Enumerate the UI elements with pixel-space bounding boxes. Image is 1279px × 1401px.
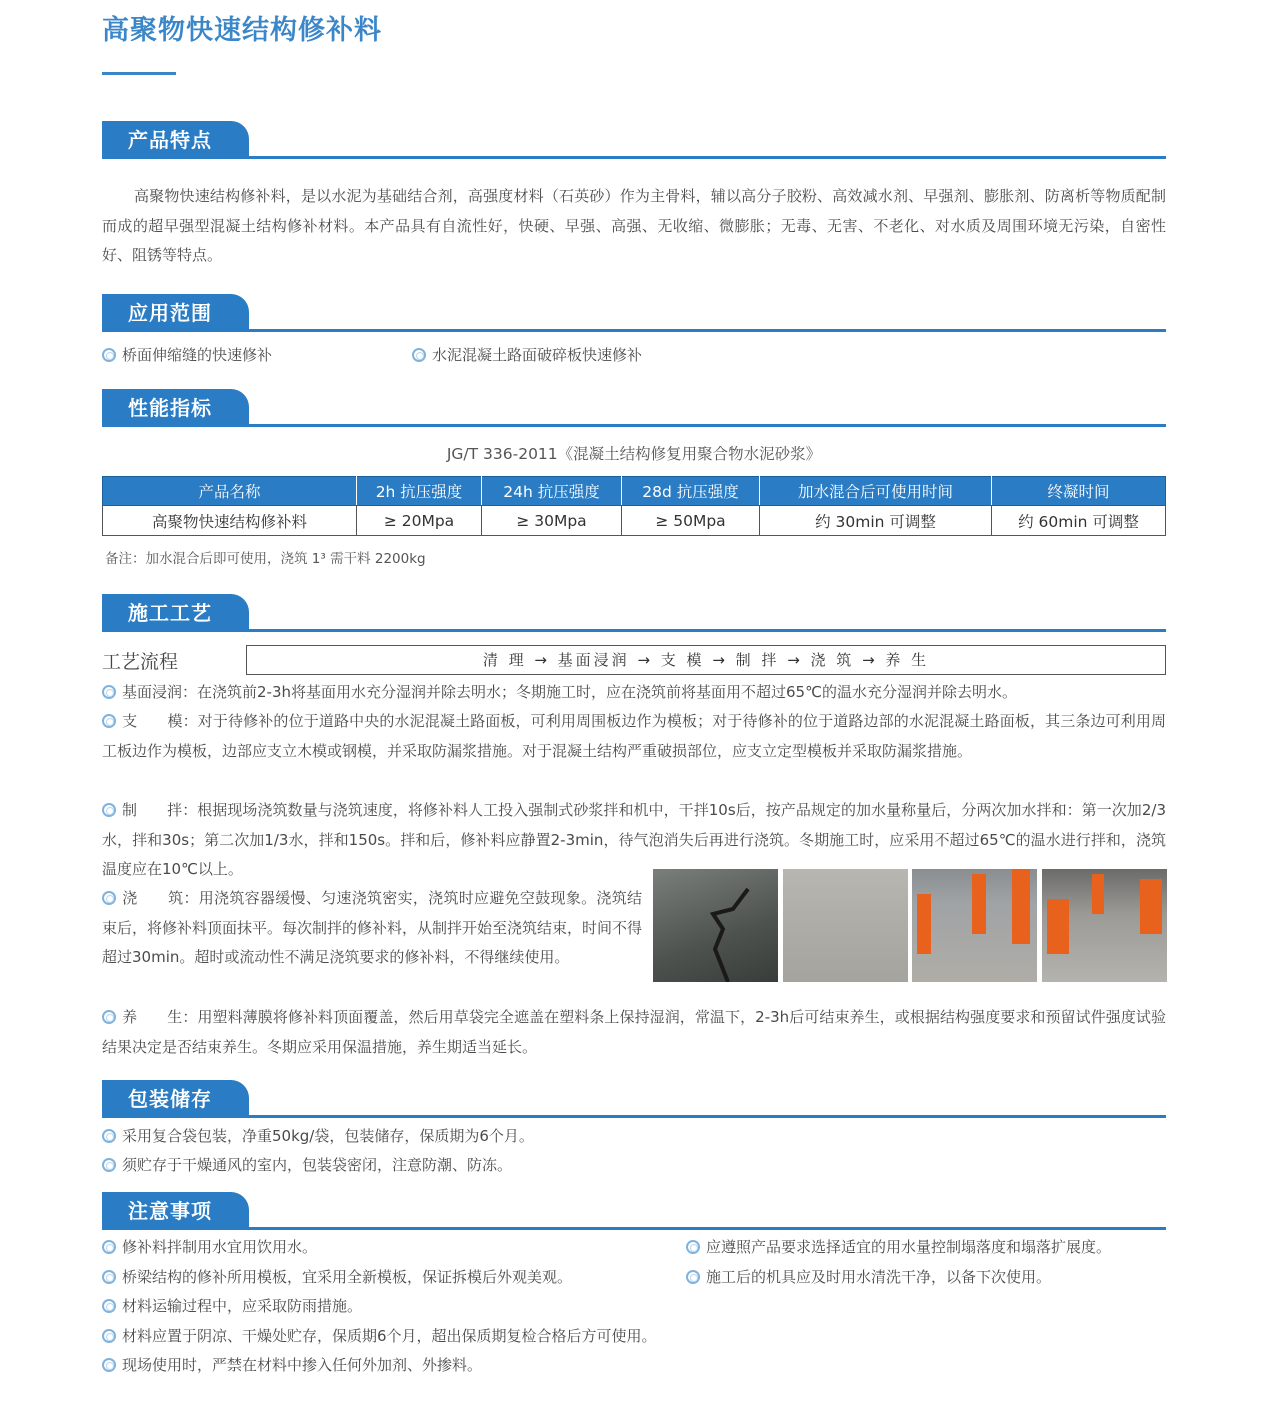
section-performance — [102, 389, 1166, 427]
table-row: 高聚物快速结构修补料 ≥ 20Mpa ≥ 30Mpa ≥ 50Mpa 约 30min 可调整 约 60min 可调整 — [103, 506, 1166, 536]
section-heading: 注意事项 — [102, 1192, 249, 1228]
section-heading: 产品特点 — [102, 121, 249, 157]
bullet-icon — [102, 714, 116, 728]
bullet-icon — [102, 803, 116, 817]
performance-table — [102, 476, 1166, 536]
section-heading: 性能指标 — [102, 389, 249, 425]
table-note: 备注：加水混合后即可使用，浇筑 1³ 需干料 2200kg — [105, 551, 426, 567]
section-construction — [102, 594, 1166, 632]
note-item: 施工后的机具应及时用水清洗干净，以备下次使用。 — [686, 1263, 1051, 1293]
standard-title: JG/T 336-2011《混凝土结构修复用聚合物水泥砂浆》 — [446, 445, 822, 463]
section-heading: 应用范围 — [102, 294, 249, 330]
photo-repaired-surface — [783, 869, 908, 982]
bullet-icon — [102, 1240, 116, 1254]
step-item: 基面浸润：在浇筑前2-3h将基面用水充分湿润并除去明水；冬期施工时，应在浇筑前将基面用不超过65℃的温水充分湿润并除去明水。 — [102, 678, 1166, 708]
note-item: 材料应置于阴凉、干燥处贮存，保质期6个月，超出保质期复检合格后方可使用。 — [102, 1322, 657, 1352]
bullet-icon — [102, 1329, 116, 1343]
section-features — [102, 121, 1166, 159]
title-underline — [102, 72, 176, 75]
bullet-icon — [102, 1270, 116, 1284]
note-item: 桥梁结构的修补所用模板，宜采用全新模板，保证拆模后外观美观。 — [102, 1263, 572, 1293]
bullet-icon — [102, 891, 116, 905]
features-text: 高聚物快速结构修补料，是以水泥为基础结合剂，高强度材料（石英砂）作为主骨料，辅以高分子胶粉、高效减水剂、早强剂、膨胀剂、防离析等物质配制而成的超早强型混凝土结构修补材料。本产品具有自流性好，快硬、早强、高强、无收缩、微膨胀；无毒、无害、不老化、对水质及周围环境无污染，自密性好、阻锈等特点。 — [102, 187, 1166, 264]
table-header: 产品名称 2h 抗压强度 24h 抗压强度 28d 抗压强度 加水混合后可使用时间 终凝时间 — [103, 477, 1166, 506]
scope-item: 桥面伸缩缝的快速修补 — [102, 341, 272, 371]
section-scope — [102, 294, 1166, 332]
section-heading: 施工工艺 — [102, 594, 249, 630]
scope-item: 水泥混凝土路面破碎板快速修补 — [412, 341, 642, 371]
note-item: 修补料拌制用水宜用饮用水。 — [102, 1233, 317, 1263]
page-title: 高聚物快速结构修补料 — [102, 15, 382, 46]
flow-label: 工艺流程 — [102, 651, 179, 673]
bullet-icon — [102, 348, 116, 362]
storage-item: 采用复合袋包装，净重50kg/袋，包装储存，保质期为6个月。 — [102, 1122, 534, 1152]
process-flow: 清 理 → 基面浸润 → 支 模 → 制 拌 → 浇 筑 → 养 生 — [246, 645, 1166, 675]
section-heading: 包装储存 — [102, 1080, 249, 1116]
bullet-icon — [102, 1299, 116, 1313]
photo-cracked-road — [653, 869, 778, 982]
section-storage — [102, 1080, 1166, 1118]
step-item: 养 生：用塑料薄膜将修补料顶面覆盖，然后用草袋完全遮盖在塑料条上保持湿润，常温下，2-3h后可结束养生，或根据结构强度要求和预留试件强度试验结果决定是否结束养生。冬期应采用保温措施，养生期适当延长。 — [102, 1008, 1166, 1056]
bullet-icon — [412, 348, 426, 362]
section-notes — [102, 1192, 1166, 1230]
bullet-icon — [686, 1240, 700, 1254]
step-item: 浇 筑：用浇筑容器缓慢、匀速浇筑密实，浇筑时应避免空鼓现象。浇筑结束后，将修补料顶面抹平。每次制拌的修补料，从制拌开始至浇筑结束，时间不得超过30min。超时或流动性不满足浇筑要求的修补料，不得继续使用。 — [102, 889, 643, 966]
note-item: 现场使用时，严禁在材料中掺入任何外加剂、外掺料。 — [102, 1351, 482, 1381]
bullet-icon — [686, 1270, 700, 1284]
bullet-icon — [102, 685, 116, 699]
photo-workers-2 — [1042, 869, 1167, 982]
step-item: 制 拌：根据现场浇筑数量与浇筑速度，将修补料人工投入强制式砂浆拌和机中，干拌10s后，按产品规定的加水量称量后，分两次加水拌和：第一次加2/3水，拌和30s；第二次加1/3水，拌和150s。拌和后，修补料应静置2-3min，待气泡消失后再进行浇筑。冬期施工时，应采用不超过65℃的温水进行拌和，浇筑温度应在10℃以上。 — [102, 801, 1166, 878]
bullet-icon — [102, 1158, 116, 1172]
crack-icon — [653, 869, 778, 982]
note-item: 应遵照产品要求选择适宜的用水量控制塌落度和塌落扩展度。 — [686, 1233, 1111, 1263]
bullet-icon — [102, 1358, 116, 1372]
step-item: 支 模：对于待修补的位于道路中央的水泥混凝土路面板，可利用周围板边作为模板；对于待修补的位于道路边部的水泥混凝土路面板，其三条边可利用周工板边作为模板，边部应支立木模或钢模，并采取防漏浆措施。对于混凝土结构严重破损部位，应支立定型模板并采取防漏浆措施。 — [102, 712, 1166, 760]
bullet-icon — [102, 1010, 116, 1024]
note-item: 材料运输过程中，应采取防雨措施。 — [102, 1292, 362, 1322]
storage-item: 须贮存于干燥通风的室内，包装袋密闭，注意防潮、防冻。 — [102, 1151, 512, 1181]
photo-workers-1 — [912, 869, 1037, 982]
bullet-icon — [102, 1129, 116, 1143]
